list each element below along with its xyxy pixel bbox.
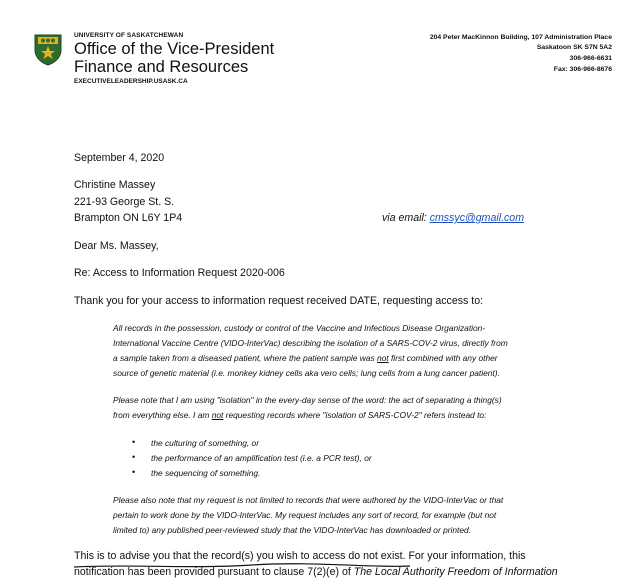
quote-p2-line2-b: requesting records where "isolation of SARS-COV-2" refers instead to: <box>223 410 487 420</box>
address-line1: 204 Peter MacKinnon Building, 107 Administration Place <box>429 34 612 41</box>
closing-line1-rest: For your information, this <box>405 550 526 562</box>
recipient-city: Brampton ON L6Y 1P4 <box>74 212 183 224</box>
quote-p3-line3: limited to) any published peer-reviewed study that the VIDO-InterVac has downloaded or printed. <box>113 525 471 535</box>
quote-p1-line2: International Vaccine Centre (VIDO-InterVac) describing the isolation of a SARS-COV-2 virus, directly from <box>113 338 508 348</box>
recipient-email-link[interactable]: cmssyc@gmail.com <box>429 212 525 224</box>
quote-p3-line2: pertain to work done by the VIDO-InterVac. My request includes any sort of record, for example (but not <box>113 510 497 520</box>
quote-p1-line3 <box>113 353 498 363</box>
university-name: UNIVERSITY OF SASKATCHEWAN <box>74 32 184 39</box>
university-crest-logo <box>34 34 62 66</box>
closing-line2 <box>74 566 558 578</box>
address-line2: Saskatoon SK S7N 5A2 <box>536 44 612 51</box>
closing-line2-start: notification has been provided pursuant to clause 7(2)(e) of <box>74 566 354 578</box>
office-title-line2: Finance and Resources <box>74 58 249 76</box>
bullet-dot: • <box>132 467 136 477</box>
quote-p2-line2 <box>113 410 486 420</box>
salutation: Dear Ms. Massey, <box>74 240 159 252</box>
office-title-line1: Office of the Vice-President <box>74 40 275 58</box>
bullet-dot: • <box>132 437 136 447</box>
quote-p1-line1: All records in the possession, custody or control of the Vaccine and Infectious Disease Organization- <box>113 323 486 333</box>
recipient-name: Christine Massey <box>74 179 156 191</box>
closing-line1-marked: This is to advise you that the record(s) you wish to access do not exist. <box>74 550 406 562</box>
quote-p2-line2-a: from everything else. I am <box>113 410 212 420</box>
intro-paragraph: Thank you for your access to information request received DATE, requesting access to: <box>74 295 484 307</box>
bullet-dot: • <box>132 452 136 462</box>
quote-p3-line1: Please also note that my request is not limited to records that were authored by the VIDO-InterVac or that <box>113 495 504 505</box>
letter-date: September 4, 2020 <box>74 152 165 164</box>
bullet-item-3: the sequencing of something. <box>151 468 261 478</box>
quote-p2-line1: Please note that I am using "isolation" in the every-day sense of the word: the act of separating a thing(s) <box>113 395 502 405</box>
fax-number: Fax: 306-966-8676 <box>553 66 612 73</box>
quote-p1-line4: source of genetic material (i.e. monkey kidney cells aka vero cells; lung cells from a lung cancer patient). <box>113 368 500 378</box>
via-email <box>382 212 524 224</box>
closing-line2-act: The Local Authority Freedom of Information <box>353 566 558 578</box>
quote-p1-not: not <box>376 353 389 363</box>
subject-line: Re: Access to Information Request 2020-006 <box>74 267 285 279</box>
website-link[interactable]: EXECUTIVELEADERSHIP.USASK.CA <box>74 78 188 85</box>
quote-p1-line3-b: first combined with any other <box>388 353 498 363</box>
recipient-street: 221-93 George St. S. <box>74 196 175 208</box>
quote-p1-line3-a: a sample taken from a diseased patient, where the patient sample was <box>113 353 377 363</box>
via-email-label: via email: <box>382 212 430 224</box>
bullet-item-1: the culturing of something, or <box>151 438 260 448</box>
quote-p2-not: not <box>211 410 224 420</box>
phone-number: 306-966-6631 <box>569 55 612 62</box>
bullet-item-2: the performance of an amplification test (i.e. a PCR test), or <box>151 453 372 463</box>
